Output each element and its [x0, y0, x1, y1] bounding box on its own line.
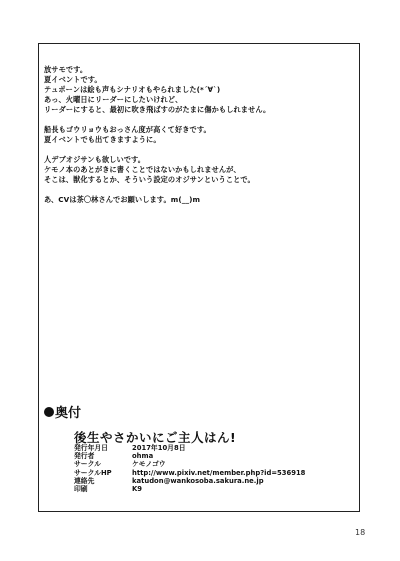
page-number: 18 — [355, 528, 366, 537]
colophon-label: サークル — [74, 460, 101, 469]
text-line: 夏イベントでも出てきますように。 — [44, 135, 161, 144]
colophon-row — [74, 460, 305, 468]
colophon-label: 印刷 — [74, 485, 88, 494]
text-line: あっ、火曜日にリーダーにしたいけれど、 — [44, 95, 183, 104]
colophon-value: katudon@wankosoba.sakura.ne.jp — [132, 476, 264, 485]
colophon-row — [74, 452, 305, 460]
book-title: 後生やさかいにご主人はん! — [74, 430, 237, 445]
colophon-heading — [44, 402, 81, 421]
colophon-table — [74, 444, 305, 493]
colophon-value: K9 — [132, 485, 142, 494]
text-line: 放サモです。 — [44, 65, 88, 74]
afterword-paragraph-1 — [44, 65, 354, 115]
colophon-row — [74, 477, 305, 485]
colophon-row — [74, 485, 305, 493]
colophon-value: http://www.pixiv.net/member.php?id=536918 — [132, 468, 306, 477]
colophon-label: 連絡先 — [74, 476, 95, 485]
afterword-paragraph-3 — [44, 155, 354, 185]
text-line: ケモノ本のあとがきに書くことではないかもしれませんが、 — [44, 165, 241, 174]
colophon-row — [74, 469, 305, 477]
afterword-paragraph-4 — [44, 195, 354, 205]
filled-circle-icon — [44, 407, 54, 417]
text-line: あ、CVは茶〇林さんでお願いします。m(__)m — [44, 195, 201, 204]
text-line: テュポーンは絵も声もシナリオもやられました(*´∀`) — [44, 85, 221, 94]
text-line: リーダーにすると、最初に吹き飛ばすのがたまに傷かもしれません。 — [44, 105, 271, 114]
text-line: そこは、獣化するとか、そういう設定のオジサンということで。 — [44, 175, 255, 184]
text-line: 夏イベントです。 — [44, 75, 102, 84]
colophon-value: ohma — [132, 452, 154, 461]
colophon-value: 2017年10月8日 — [132, 444, 186, 452]
text-line: 船長もゴウリョウもおっさん度が高くて好きです。 — [44, 125, 211, 134]
text-line: 人デブオジサンも欲しいです。 — [44, 155, 146, 164]
colophon-value: ケモノゴウ — [132, 460, 166, 469]
afterword-text — [44, 65, 354, 215]
colophon-heading-label: 奥付 — [55, 406, 82, 421]
colophon-label: 発行者 — [74, 452, 95, 461]
afterword-paragraph-2 — [44, 125, 354, 145]
colophon-label: サークルHP — [74, 468, 112, 477]
colophon-row — [74, 444, 305, 452]
colophon-label: 発行年月日 — [74, 444, 108, 452]
